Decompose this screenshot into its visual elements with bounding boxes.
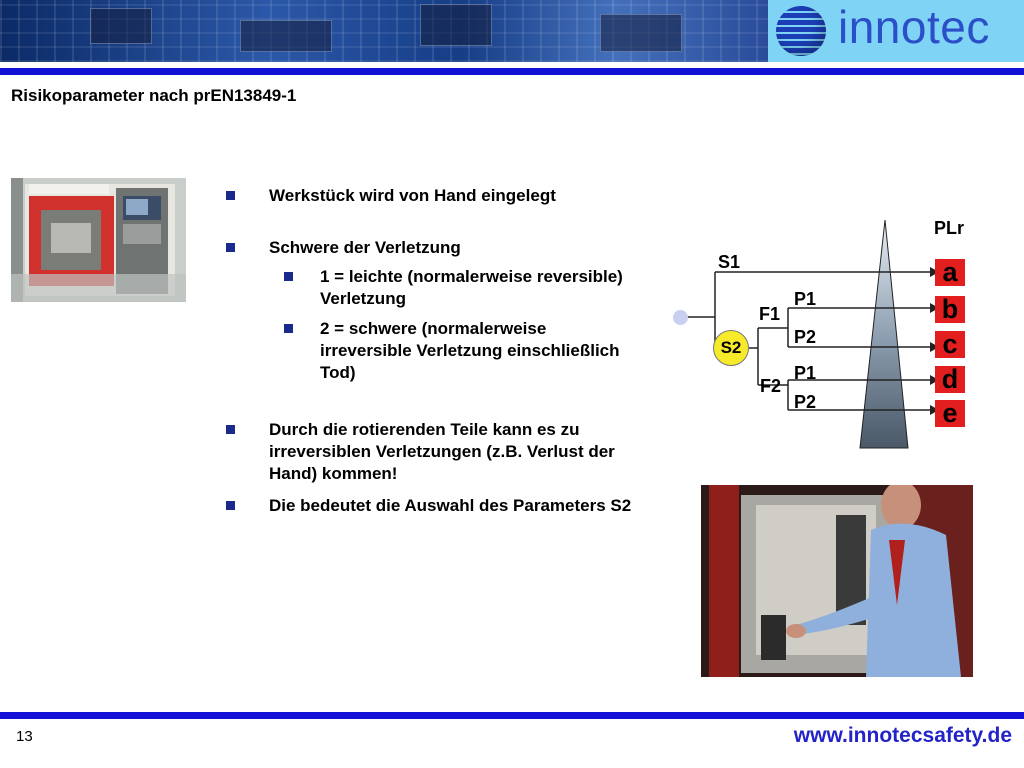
page-number: 13 <box>16 728 33 745</box>
pl-level-e: e <box>935 400 965 427</box>
logo-text: innotec <box>838 1 990 53</box>
circuit-chip <box>420 4 492 46</box>
bullet-square-icon <box>226 501 235 510</box>
slide-title: Risikoparameter nach prEN13849-1 <box>11 86 297 105</box>
bullet-square-icon <box>226 191 235 200</box>
bullet-text: Werkstück wird von Hand eingelegt <box>269 186 556 205</box>
circuit-chip <box>90 8 152 44</box>
bullet-square-icon <box>226 425 235 434</box>
f2-p1-label: P1 <box>794 363 817 383</box>
bullet-text: Durch die rotierenden Teile kann es zu irreversiblen Verletzungen (z.B. Verlust der Hand) kommen! <box>269 420 615 483</box>
operator-photo <box>701 485 973 677</box>
logo <box>768 0 1024 62</box>
plr-triangle <box>860 220 908 448</box>
bullet-square-icon <box>284 272 293 281</box>
plr-label: PLr <box>934 218 965 238</box>
bullet-square-icon <box>226 243 235 252</box>
footer-rule <box>0 712 1024 719</box>
circuit-chip <box>240 20 332 52</box>
f2-p2-label: P2 <box>794 392 817 412</box>
bullet-square-icon <box>284 324 293 333</box>
footer-url[interactable]: www.innotecsafety.de <box>793 724 1012 747</box>
globe-icon <box>776 6 826 56</box>
header-rule <box>0 68 1024 75</box>
lathe-photo-drawing <box>11 178 186 302</box>
pl-level-b: b <box>935 296 965 323</box>
risk-graph <box>660 210 1000 460</box>
bullet-text: 1 = leichte (normalerweise reversible) Verletzung <box>320 267 623 308</box>
s2-highlight: S2 <box>713 330 749 366</box>
f1-p2-label: P2 <box>794 327 817 347</box>
pl-level-d: d <box>935 366 965 393</box>
circuit-chip <box>600 14 682 52</box>
f1-label: F1 <box>759 304 781 324</box>
s1-label: S1 <box>718 252 741 272</box>
bullet-text: 2 = schwere (normalerweise irreversible Verletzung einschließlich Tod) <box>320 319 620 382</box>
pl-level-c: c <box>935 331 965 358</box>
pl-level-a: a <box>935 259 965 286</box>
header-banner <box>0 0 768 62</box>
bullet-text: Schwere der Verletzung <box>269 238 461 257</box>
f1-p1-label: P1 <box>794 289 817 309</box>
bullet-text: Die bedeutet die Auswahl des Parameters S2 <box>269 496 632 515</box>
start-node <box>673 310 688 325</box>
f2-label: F2 <box>760 376 782 396</box>
lathe-photo <box>11 178 186 302</box>
operator-photo-drawing <box>701 485 973 677</box>
